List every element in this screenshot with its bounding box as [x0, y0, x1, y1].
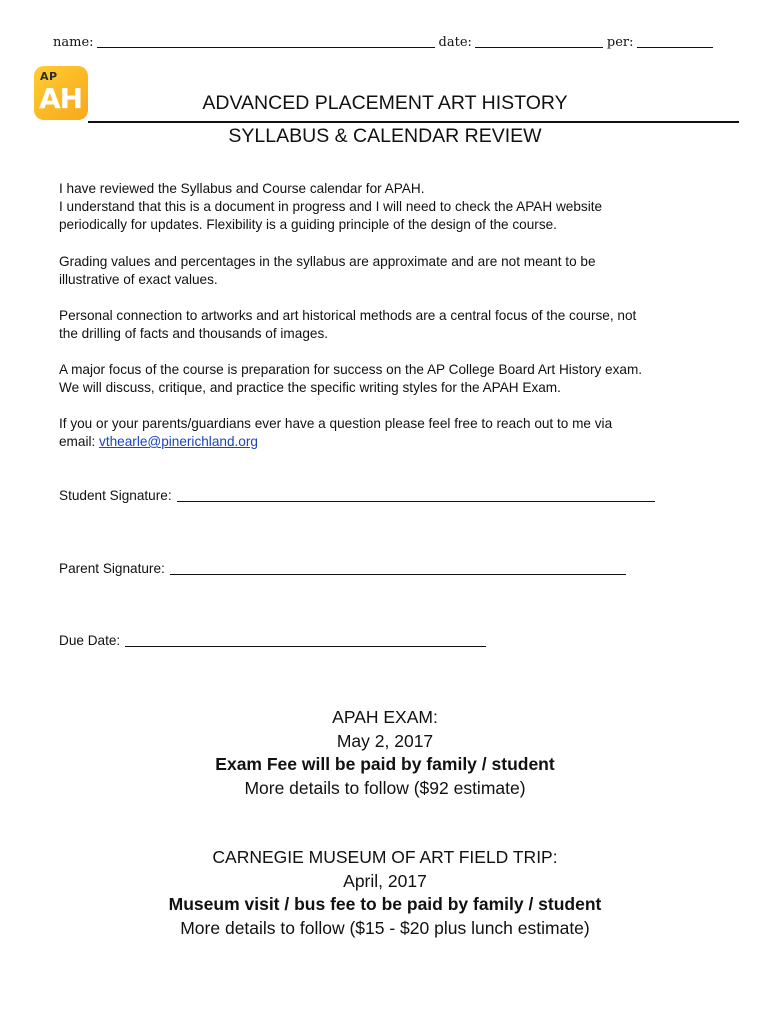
student-signature-row: [59, 487, 655, 505]
field-trip-info: [0, 846, 770, 940]
logo-ah-text: AH: [39, 82, 83, 115]
field-trip-date: April, 2017: [343, 870, 427, 891]
student-signature-field[interactable]: [177, 489, 655, 502]
text-line: If you or your parents/guardians ever have a question please feel free to reach out to me via: [59, 416, 613, 431]
title-divider: [88, 121, 739, 123]
due-date-row: [59, 632, 486, 650]
text-line: periodically for updates. Flexibility is a guiding principle of the design of the course.: [59, 217, 557, 232]
exam-info: [0, 706, 770, 800]
paragraph-personal-connection: [59, 307, 719, 343]
text-line: Personal connection to artworks and art historical methods are a central focus of the course, not: [59, 308, 637, 323]
text-line: [59, 433, 719, 451]
period-label: per:: [606, 35, 634, 50]
email-link[interactable]: vthearle@pinerichland.org: [99, 434, 258, 449]
parent-signature-row: [59, 560, 626, 578]
text-line: I understand that this is a document in progress and I will need to check the APAH website: [59, 199, 603, 214]
logo-ap-text: AP: [40, 70, 58, 83]
date-field[interactable]: [475, 34, 603, 48]
paragraph-exam-focus: [59, 361, 719, 397]
exam-fee-note: Exam Fee will be paid by family / student: [215, 754, 555, 774]
field-trip-heading: CARNEGIE MUSEUM OF ART FIELD TRIP:: [212, 847, 558, 867]
due-date-label: Due Date:: [59, 633, 121, 648]
exam-date: May 2, 2017: [336, 730, 434, 751]
period-field[interactable]: [637, 34, 713, 48]
due-date-field[interactable]: [125, 634, 486, 647]
date-label: date:: [438, 35, 472, 50]
document-title: SYLLABUS & CALENDAR REVIEW: [228, 125, 542, 147]
name-label: name:: [53, 35, 94, 50]
text-line: A major focus of the course is preparation for success on the AP College Board Art History exam.: [59, 362, 643, 377]
field-trip-fee-note: Museum visit / bus fee to be paid by family / student: [168, 894, 602, 914]
parent-signature-label: Parent Signature:: [59, 561, 165, 576]
exam-details: More details to follow ($92 estimate): [244, 777, 526, 798]
student-signature-label: Student Signature:: [59, 488, 172, 503]
paragraph-syllabus-review: [59, 180, 719, 234]
text-line: I have reviewed the Syllabus and Course calendar for APAH.: [59, 181, 425, 196]
text-line: the drilling of facts and thousands of images.: [59, 326, 329, 341]
text-line: illustrative of exact values.: [59, 272, 218, 287]
exam-heading: APAH EXAM:: [332, 707, 438, 727]
text-line: We will discuss, critique, and practice the specific writing styles for the APAH Exam.: [59, 380, 561, 395]
name-field[interactable]: [97, 34, 435, 48]
course-title: ADVANCED PLACEMENT ART HISTORY: [202, 92, 568, 114]
field-trip-details: More details to follow ($15 - $20 plus lunch estimate): [180, 917, 590, 938]
parent-signature-field[interactable]: [170, 562, 626, 575]
student-info-line: [53, 28, 718, 50]
paragraph-contact: [59, 415, 719, 451]
paragraph-grading: [59, 253, 719, 289]
email-prefix: email:: [59, 434, 100, 449]
text-line: Grading values and percentages in the syllabus are approximate and are not meant to be: [59, 254, 596, 269]
